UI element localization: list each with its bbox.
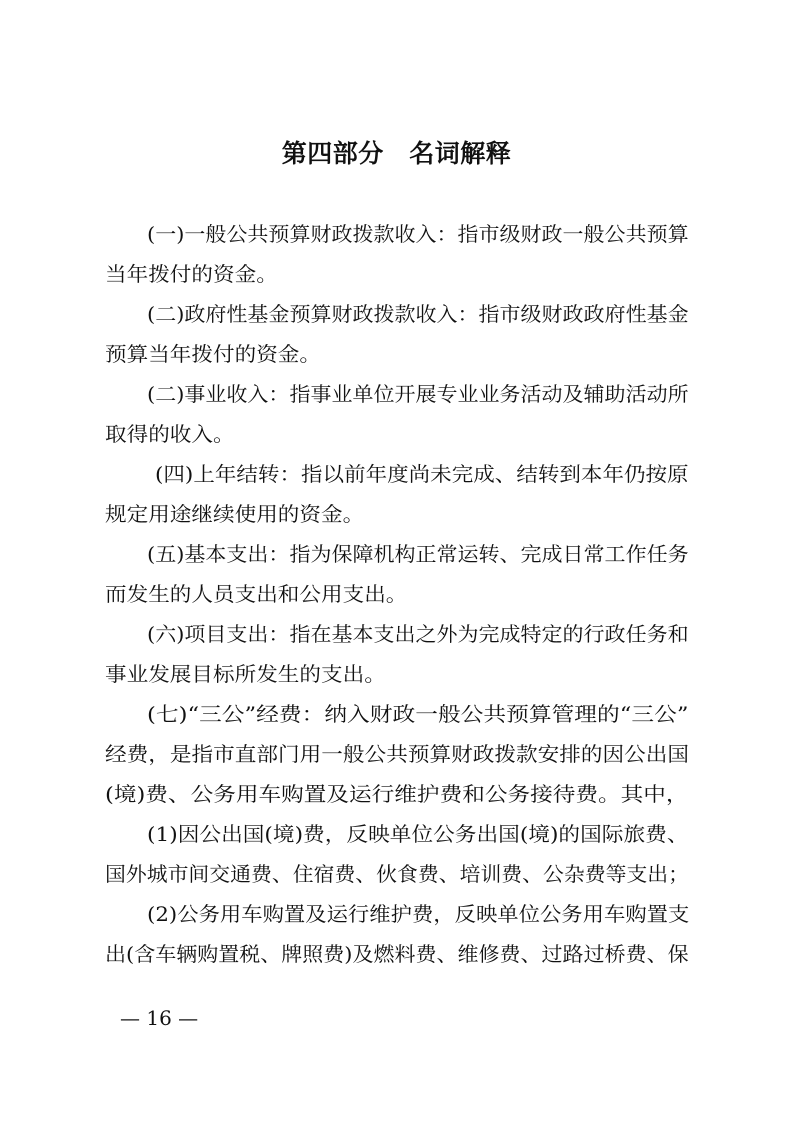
paragraph-line: (五)基本支出：指为保障机构正常运转、完成日常工作任务 <box>147 542 689 566</box>
paragraph-line: 取得的收入。 <box>105 422 235 446</box>
paragraph-line: (二)政府性基金预算财政拨款收入：指市级财政政府性基金 <box>147 302 689 326</box>
paragraph-line: (一)一般公共预算财政拨款收入：指市级财政一般公共预算 <box>147 222 689 246</box>
paragraph-line: (七)“三公”经费：纳入财政一般公共预算管理的“三公” <box>147 702 689 726</box>
page-title: 第四部分 名词解释 <box>281 139 512 168</box>
page-number: — 16 — <box>120 1006 199 1030</box>
paragraph-line: 而发生的人员支出和公用支出。 <box>105 582 408 606</box>
paragraph-line: (二)事业收入：指事业单位开展专业业务活动及辅助活动所 <box>147 382 689 406</box>
paragraph-line: 出(含车辆购置税、牌照费)及燃料费、维修费、过路过桥费、保 <box>105 942 689 966</box>
paragraph-line: (六)项目支出：指在基本支出之外为完成特定的行政任务和 <box>147 622 689 646</box>
paragraph-line: 当年拨付的资金。 <box>105 262 278 286</box>
paragraph-line: 经费，是指市直部门用一般公共预算财政拨款安排的因公出国 <box>105 742 690 766</box>
paragraph-line: 事业发展目标所发生的支出。 <box>105 662 386 686</box>
paragraph-line: (2)公务用车购置及运行维护费，反映单位公务用车购置支 <box>147 902 690 926</box>
paragraph-line: (四)上年结转：指以前年度尚未完成、结转到本年仍按原 <box>155 462 689 486</box>
paragraph-line: (1)因公出国(境)费，反映单位公务出国(境)的国际旅费、 <box>147 822 689 846</box>
paragraph-line: 国外城市间交通费、住宿费、伙食费、培训费、公杂费等支出； <box>105 862 690 886</box>
paragraph-line: 规定用途继续使用的资金。 <box>105 502 365 526</box>
paragraph-line: (境)费、公务用车购置及运行维护费和公务接待费。其中， <box>105 782 689 806</box>
paragraph-line: 预算当年拨付的资金。 <box>105 342 321 366</box>
